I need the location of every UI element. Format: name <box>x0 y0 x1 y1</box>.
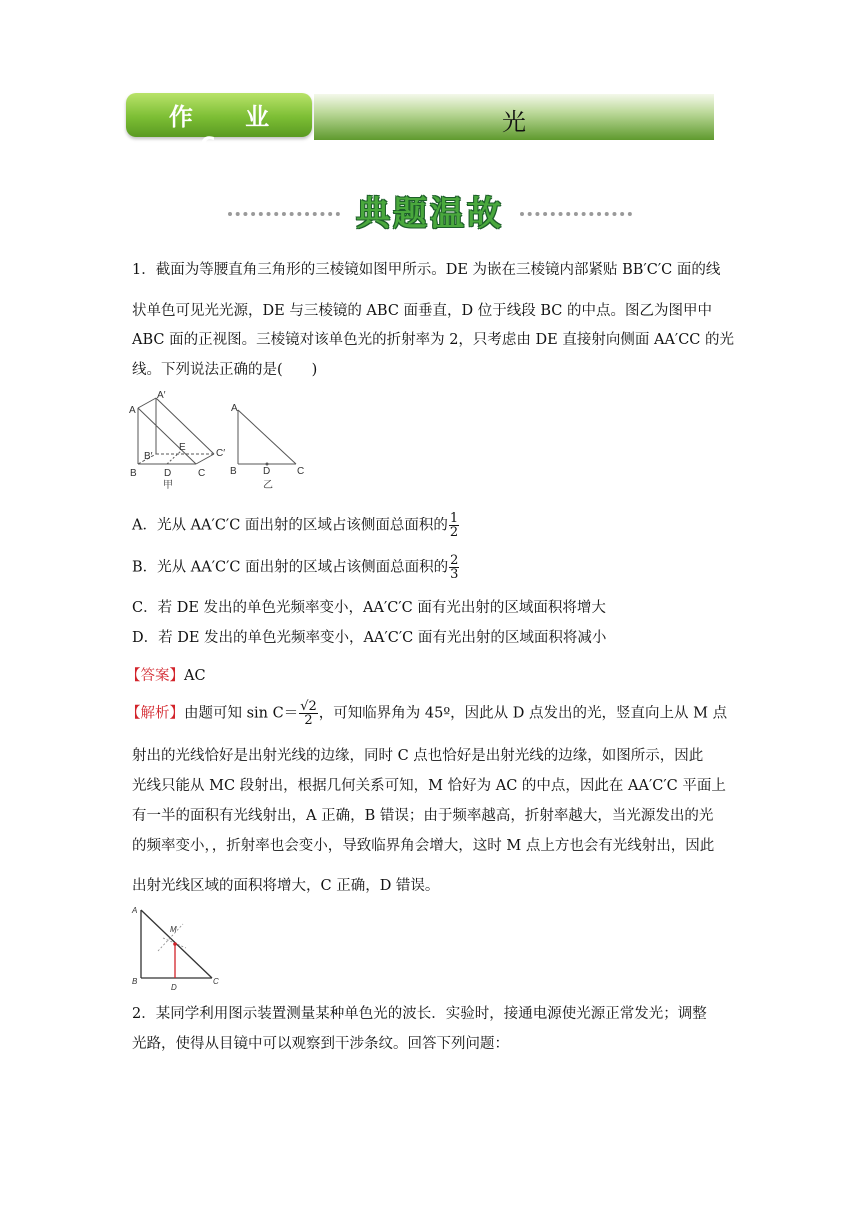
analysis-fraction-denominator: 2 <box>304 713 313 728</box>
fig3-label-M: M <box>170 925 177 934</box>
fig2-label-A: A <box>231 403 238 414</box>
option-B-denominator: 3 <box>450 567 459 582</box>
option-C: C．若 DE 发出的单色光频率变小，AA′C′C 面有光出射的区域面积将增大 <box>132 600 606 616</box>
fig1-label-D: D <box>164 468 172 479</box>
fig1-label-B-prime: B′ <box>144 451 153 462</box>
section-divider-right <box>520 212 632 216</box>
fig1-label-C: C <box>198 468 206 479</box>
q1-figure-prism <box>126 388 326 490</box>
option-B <box>132 554 460 581</box>
analysis-label: 【解析】 <box>126 705 184 722</box>
homework-label: 作 业 6 <box>168 103 292 160</box>
topic-title: 光 <box>502 108 526 136</box>
analysis-line-4: 有一半的面积有光线射出，A 正确，B 错误；由于频率越高，折射率越大，当光源发出的光 <box>132 808 714 824</box>
q2-line-1: 2．某同学利用图示装置测量某种单色光的波长．实验时，接通电源使光源正常发光；调整 <box>132 1006 707 1022</box>
fig3-label-B: B <box>132 977 138 986</box>
fig2-label-B: B <box>230 466 237 477</box>
fig1-label-B: B <box>130 468 137 479</box>
answer-value: AC <box>184 668 206 684</box>
fig2-label-D: D <box>263 466 271 477</box>
q1-line-3: ABC 面的正视图。三棱镜对该单色光的折射率为 2，只考虑由 DE 直接射向侧面 AA′CC 的光 <box>132 332 735 348</box>
option-A-text: A．光从 AA′C′C 面出射的区域占该侧面总面积的 <box>132 517 448 534</box>
analysis-figure <box>128 902 228 992</box>
option-A-numerator: 1 <box>449 511 459 526</box>
answer-label: 【答案】 <box>126 668 184 684</box>
analysis-line-6: 出射光线区域的面积将增大，C 正确，D 错误。 <box>132 878 440 894</box>
fig1-label-A: A <box>129 405 136 416</box>
option-B-numerator: 2 <box>450 553 459 568</box>
fig2-caption-yi: 乙 <box>263 480 273 490</box>
analysis-line-3: 光线只能从 MC 段射出，根据几何关系可知，M 恰好为 AC 的中点，因此在 AA′C′C 平面上 <box>132 778 726 794</box>
fig3-label-A: A <box>132 906 138 915</box>
fig2-label-C: C <box>297 466 305 477</box>
analysis-fraction-numerator: √2 <box>300 699 317 714</box>
q1-line-1: 1．截面为等腰直角三角形的三棱镜如图甲所示。DE 为嵌在三棱镜内部紧贴 BB′C′C 面的线 <box>132 262 721 278</box>
option-B-fraction <box>449 554 459 581</box>
option-A-fraction <box>449 512 459 539</box>
fig3-label-C: C <box>213 977 219 986</box>
option-D: D．若 DE 发出的单色光频率变小，AA′C′C 面有光出射的区域面积将减小 <box>132 630 607 646</box>
fig1-label-E: E <box>179 442 186 453</box>
option-A <box>132 512 460 539</box>
fig3-label-D: D <box>171 983 177 992</box>
homework-number-tag <box>126 93 312 160</box>
q1-line-2: 状单色可见光光源，DE 与三棱镜的 ABC 面垂直，D 位于线段 BC 的中点。图乙为图甲中 <box>132 303 712 319</box>
fig1-label-A-prime: A′ <box>157 390 166 401</box>
q2-line-2: 光路，使得从目镜中可以观察到干涉条纹。回答下列问题： <box>132 1036 509 1052</box>
fig1-caption-jia: 甲 <box>163 480 173 490</box>
q1-line-4: 线。下列说法正确的是( ) <box>132 362 318 378</box>
section-divider-left <box>228 212 340 216</box>
fig1-label-C-prime: C′ <box>216 448 226 459</box>
analysis-text-1b: ，可知临界角为 45º，因此从 D 点发出的光，竖直向上从 M 点 <box>318 705 728 722</box>
option-A-denominator: 2 <box>449 525 459 540</box>
topic-bar <box>314 94 714 140</box>
answer-line <box>126 664 206 685</box>
analysis-line-5: 的频率变小，，折射率也会变小，导致临界角会增大，这时 M 点上方也会有光线射出，因此 <box>132 838 715 854</box>
option-B-text: B．光从 AA′C′C 面出射的区域占该侧面总面积的 <box>132 559 449 576</box>
analysis-fraction <box>299 700 318 727</box>
analysis-line-1 <box>126 700 727 727</box>
analysis-text-1a: 由题可知 sin C＝ <box>184 705 299 722</box>
section-title: 典题温故 <box>356 194 504 234</box>
analysis-line-2: 射出的光线恰好是出射光线的边缘，同时 C 点也恰好是出射光线的边缘，如图所示，因此 <box>132 748 704 764</box>
